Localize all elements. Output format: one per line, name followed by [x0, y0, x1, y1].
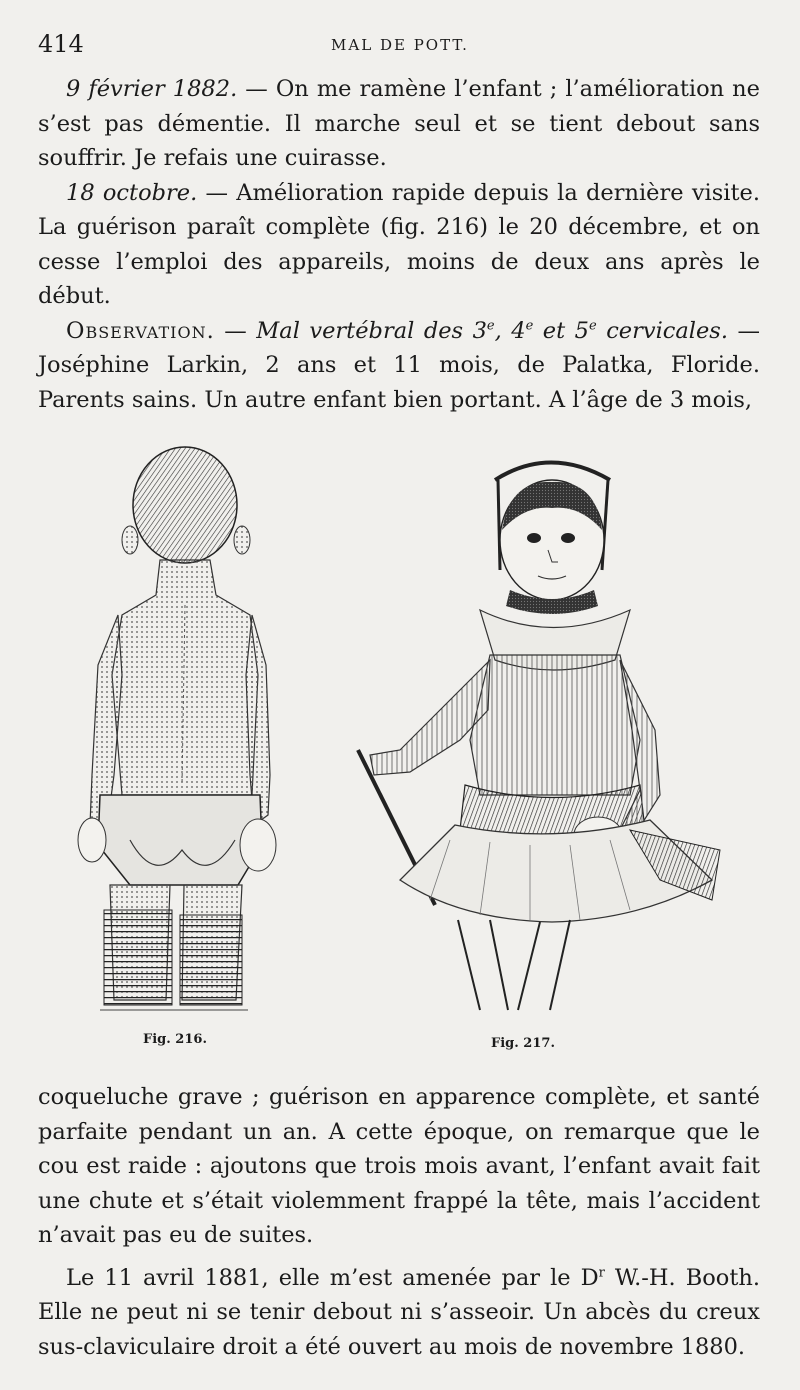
- bottom-text-block: [38, 1080, 760, 1364]
- superscript: e: [588, 318, 597, 333]
- paragraph-feb-1882: [38, 72, 760, 176]
- observation-title-part: cervicales.: [596, 317, 728, 344]
- paragraph-text: Le 11 avril 1881, elle m’est amenée par le D: [66, 1264, 599, 1291]
- figure-217-caption: Fig. 217.: [491, 1036, 555, 1051]
- observation-dash: —: [214, 317, 257, 344]
- observation-title-part: et 5: [533, 317, 589, 344]
- observation-title: [256, 318, 728, 344]
- paragraph-coqueluche: coqueluche grave ; guérison en apparence complète, et santé parfaite pendant un an. A cette époque, on remarque que le cou est raide : ajoutons que trois mois avant, l’enfant avait fait une chute et s’était violemment frappé la tête, mais l’accident n’avait pas eu de suites.: [38, 1084, 760, 1248]
- observation-title-part: , 4: [494, 317, 526, 344]
- figure-217-illustration: [340, 450, 730, 1020]
- figure-216-caption: Fig. 216.: [143, 1032, 207, 1047]
- figure-216-illustration: [70, 445, 280, 1020]
- figure-217: [340, 450, 730, 1020]
- page-number: 414: [38, 30, 84, 58]
- paragraph-oct: [38, 176, 760, 314]
- paragraph-text: — Amélioration rapide depuis la dernière visite. La guérison paraît complète (fig. 216) le 20 décembre, et on cesse l’emploi des appareils, moins de deux ans après le début.: [38, 179, 760, 309]
- top-text-block: [38, 72, 760, 417]
- running-title: MAL DE POTT.: [331, 36, 469, 54]
- observation-text: — Joséphine Larkin, 2 ans et 11 mois, de Palatka, Floride. Parents sains. Un autre enfant bien portant. A l’âge de 3 mois,: [38, 317, 761, 413]
- superscript: e: [486, 318, 495, 333]
- observation-paragraph: [38, 314, 760, 418]
- figure-216: [70, 445, 280, 1020]
- paragraph-text: — On me ramène l’enfant ; l’amélioration ne s’est pas démentie. Il marche seul et se tient debout sans souffrir. Je refais une cuirasse.: [38, 76, 760, 171]
- observation-label: Observation.: [66, 317, 215, 344]
- paragraph-april-1881: [38, 1261, 760, 1365]
- page-header: [38, 30, 762, 64]
- superscript: e: [525, 318, 534, 333]
- observation-title-part: Mal vertébral des 3: [256, 317, 487, 344]
- paragraph-text: W.-H. Booth. Elle ne peut ni se tenir debout ni s’asseoir. Un abcès du creux sus-claviculaire droit a été ouvert au mois de novembre 1880.: [38, 1264, 761, 1360]
- date-oct: 18 octobre.: [66, 179, 198, 206]
- superscript: r: [598, 1265, 605, 1280]
- date-feb-1882: 9 février 1882.: [66, 76, 238, 102]
